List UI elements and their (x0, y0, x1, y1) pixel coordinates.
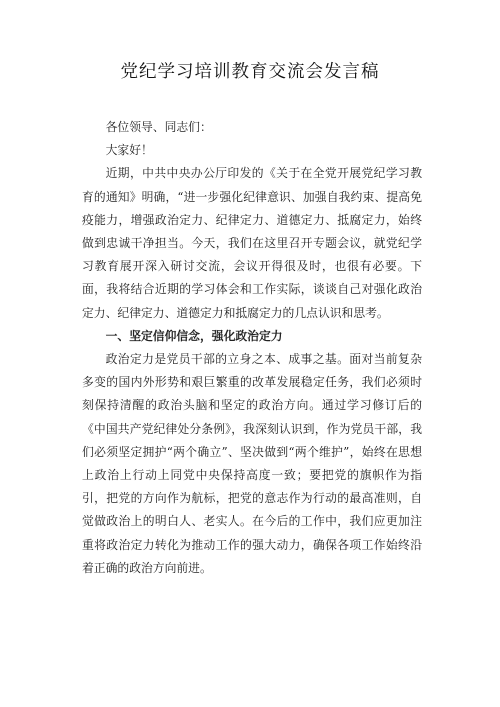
document-body (82, 116, 422, 580)
section-paragraph: 政治定力是党员干部的立身之本、成事之基。面对当前复杂多变的国内外形势和艰巨繁重的改革发展稳定任务，我们必须时刻保持清醒的政治头脑和坚定的政治方向。通过学习修订后的《中国共产党纪律处分条例》，我深刻认识到，作为党员干部，我们必须坚定拥护“两个确立”、坚决做到“两个维护”，始终在思想上政治上行动上同党中央保持高度一致；要把党的旗帜作为指引，把党的方向作为航标，把党的意志作为行动的最高准则，自觉做政治上的明白人、老实人。在今后的工作中，我们应更加注重将政治定力转化为推动工作的强大动力，确保各项工作始终沿着正确的政治方向前进。 (82, 352, 422, 575)
intro-paragraph: 近期，中共中央办公厅印发的《关于在全党开展党纪学习教育的通知》明确，“进一步强化纪律意识、加强自我约束、提高免疫能力，增强政治定力、纪律定力、道德定力、抵腐定力，始终做到忠诚干净担当。今天，我们在这里召开专题会议，就党纪学习教育展开深入研讨交流，会议开得很及时，也很有必要。下面，我将结合近期的学习体会和工作实际，谈谈自己对强化政治定力、纪律定力、道德定力和抵腐定力的几点认识和思考。 (82, 166, 422, 320)
salutation: 各位领导、同志们： (105, 120, 212, 134)
document-title: 党纪学习培训教育交流会发言稿 (120, 62, 380, 82)
section-heading: 一、坚定信仰信念，强化政治定力 (105, 328, 283, 343)
greeting: 大家好！ (105, 143, 153, 158)
